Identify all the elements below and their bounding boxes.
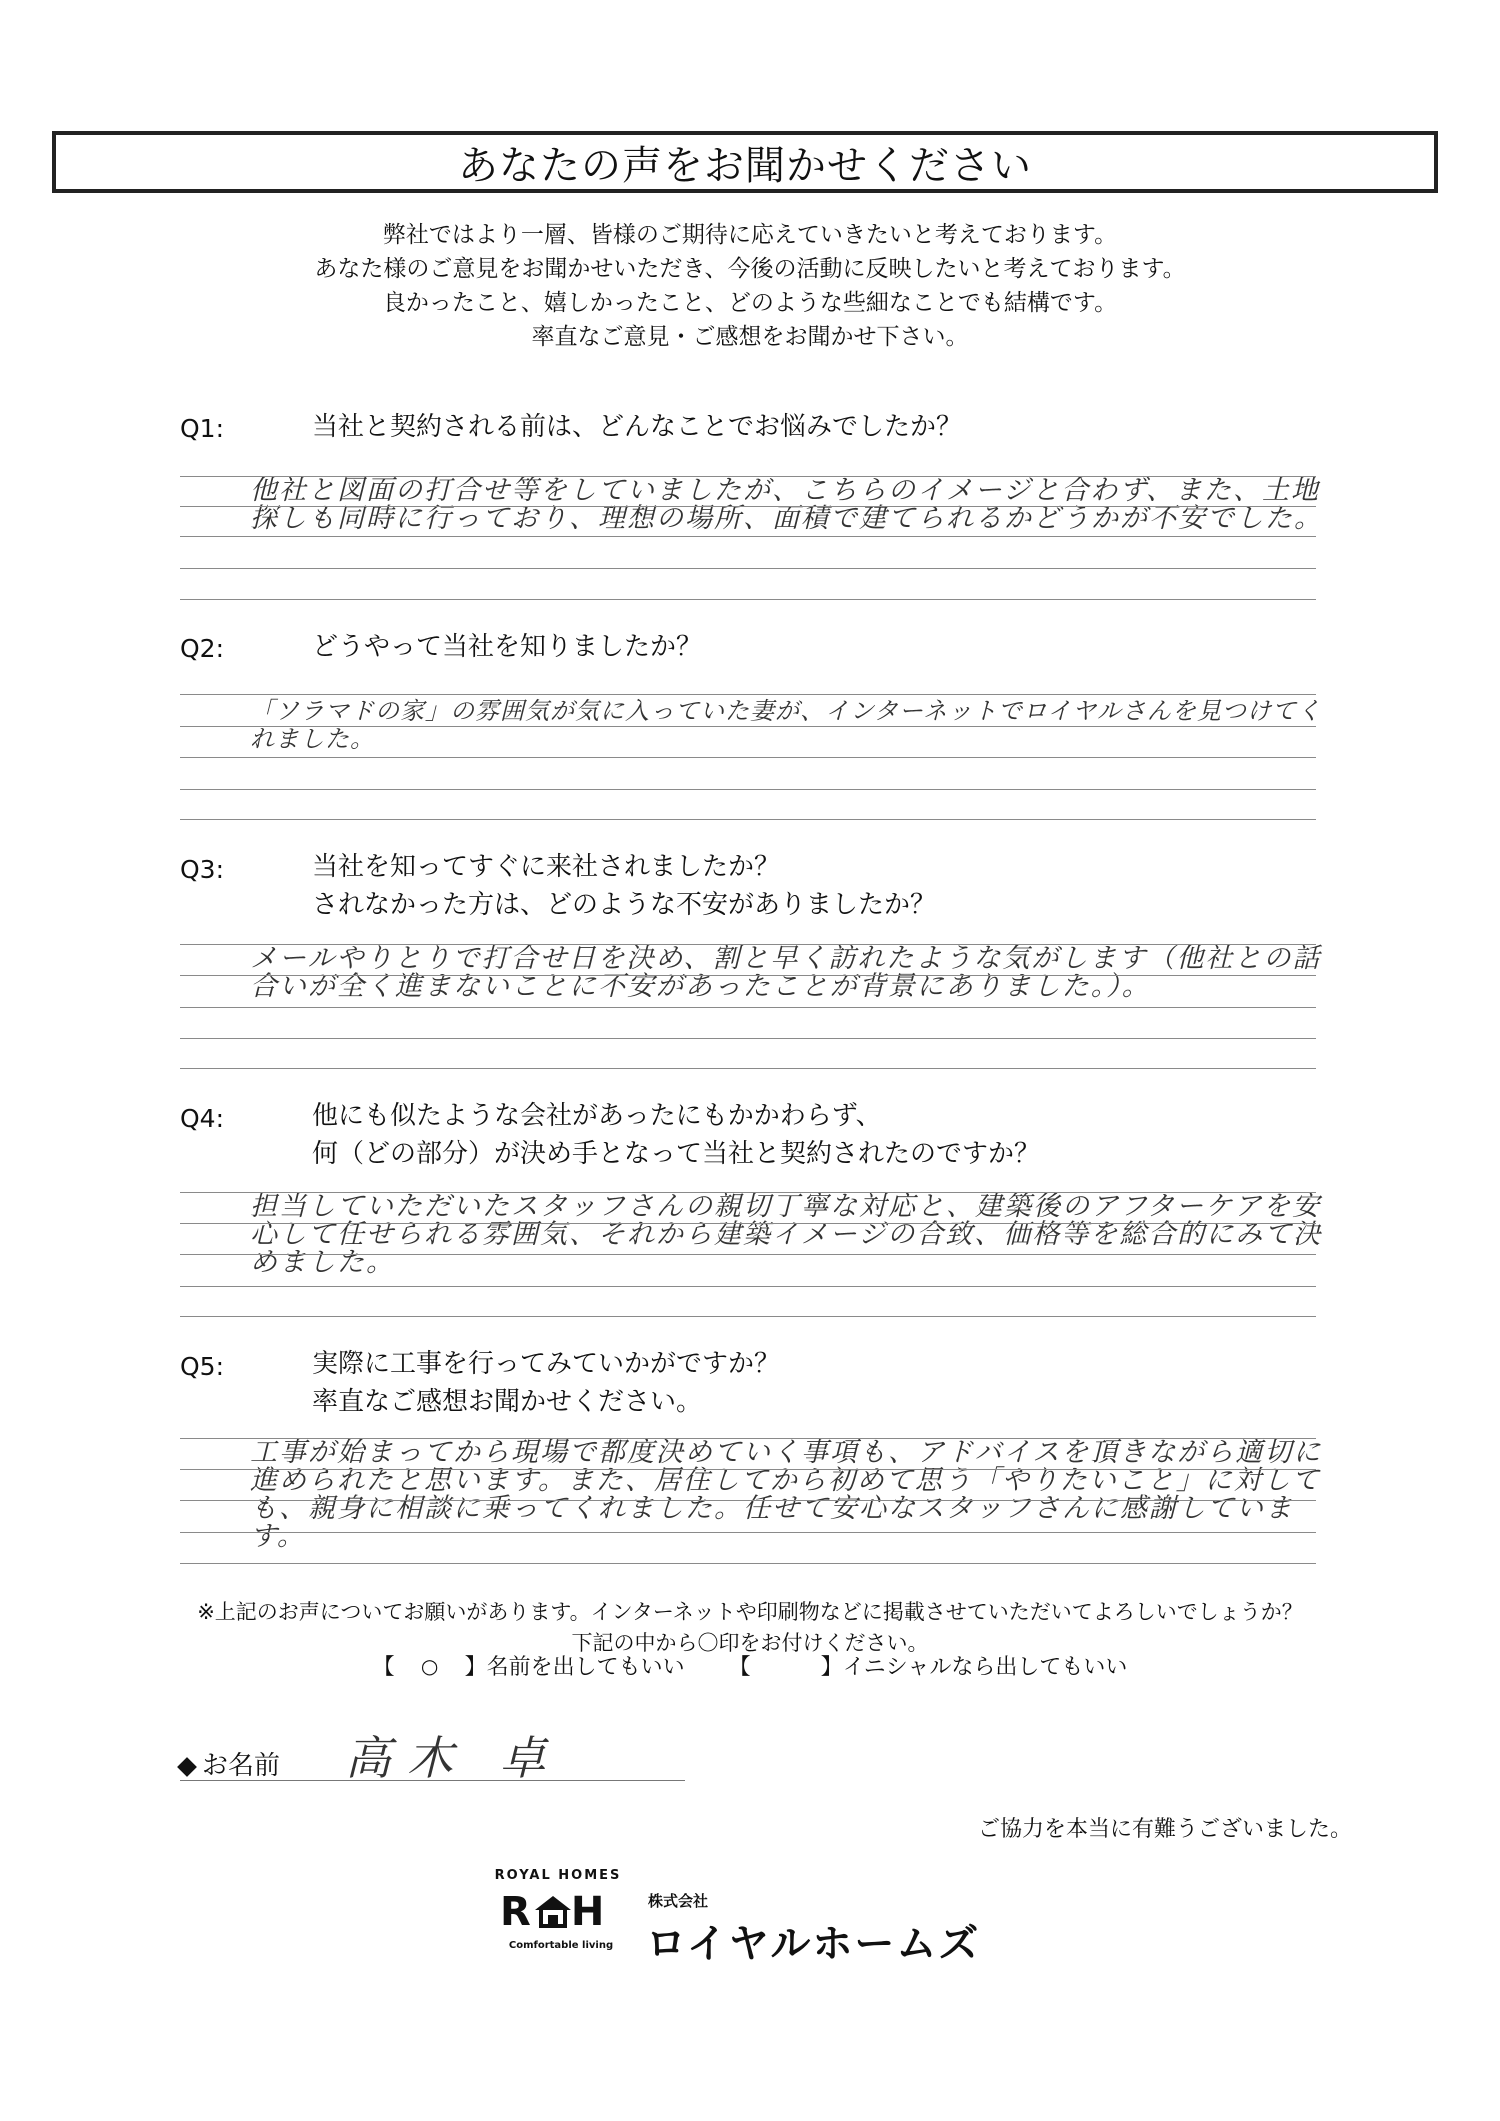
answer-rule bbox=[180, 975, 1316, 976]
answer-rule bbox=[180, 819, 1316, 820]
permission-options bbox=[0, 1650, 1500, 1681]
question-label-q3: Q3: bbox=[180, 855, 225, 884]
answer-q4: 担当していただいたスタッフさんの親切丁寧な対応と、建築後のアフターケアを安心して任せられる雰囲気、それから建築イメージの合致、価格等を総合的にみて決めました。 bbox=[250, 1191, 1323, 1278]
question-text-q1 bbox=[312, 408, 962, 446]
answer-q5: 工事が始まってから現場で都度決めていく事項も、アドバイスを頂きながら適切に進められたと思います。また、居住してから初めて思う「やりたいこと」に対しても、親身に相談に乗ってくれました。任せて安心なスタッフさんに感謝しています。 bbox=[250, 1437, 1323, 1552]
answer-rule bbox=[180, 506, 1316, 507]
logo-arc-text: ROYAL HOMES bbox=[494, 1868, 622, 1883]
option-label: 名前を出してもいい bbox=[486, 1655, 685, 1680]
question-label-q5: Q5: bbox=[180, 1352, 225, 1381]
answer-rule bbox=[180, 1500, 1316, 1501]
answer-rule bbox=[180, 1007, 1316, 1008]
diamond-bullet-icon bbox=[177, 1757, 197, 1777]
question-line: されなかった方は、どのような不安がありましたか？ bbox=[312, 890, 937, 920]
question-text-q3 bbox=[312, 848, 936, 924]
logo-company-name: ロイヤルホームズ bbox=[646, 1921, 981, 1967]
question-line: どうやって当社を知りましたか？ bbox=[312, 632, 703, 662]
answer-rule bbox=[180, 536, 1316, 537]
answer-rule bbox=[180, 476, 1316, 477]
thanks-text: ご協力を本当に有難うございました。 bbox=[978, 1817, 1353, 1842]
question-label-q4: Q4: bbox=[180, 1104, 225, 1133]
question-line: 率直なご感想お聞かせください。 bbox=[312, 1387, 703, 1417]
option-label: イニシャルなら出してもいい bbox=[842, 1655, 1128, 1680]
answer-rule bbox=[180, 1438, 1316, 1439]
question-label-q1: Q1: bbox=[180, 414, 225, 443]
question-text-q5 bbox=[312, 1345, 780, 1421]
answer-rule bbox=[180, 694, 1316, 695]
answer-rule bbox=[180, 1316, 1316, 1317]
company-logo bbox=[488, 1868, 998, 1978]
answer-rule bbox=[180, 726, 1316, 727]
answer-q2: 「ソラマドの家」の雰囲気が気に入っていた妻が、インターネットでロイヤルさんを見つけてくれました。 bbox=[250, 697, 1322, 753]
answer-rule bbox=[180, 1532, 1316, 1533]
intro-line: 率直なご意見・ご感想をお聞かせ下さい。 bbox=[531, 324, 969, 350]
answer-q3: メールやりとりで打合せ日を決め、割と早く訪れたような気がします（他社との話合いが全く進まないことに不安があったことが背景にありました。）。 bbox=[250, 943, 1322, 1002]
request-line: ※上記のお声についてお願いがあります。インターネットや印刷物などに掲載させていただいてよろしいでしょうか？ bbox=[197, 1600, 1303, 1624]
question-line: 他にも似たような会社があったにもかかわらず、 bbox=[312, 1101, 882, 1131]
name-underline bbox=[180, 1780, 685, 1781]
answer-rule bbox=[180, 1068, 1316, 1069]
logo-corp-type: 株式会社 bbox=[648, 1892, 709, 1910]
answer-rule bbox=[180, 1563, 1316, 1564]
bracket-close: 】 bbox=[464, 1655, 487, 1680]
answer-rule bbox=[180, 757, 1316, 758]
permission-option-full-name[interactable] bbox=[373, 1650, 685, 1681]
answer-rule bbox=[180, 599, 1316, 600]
answer-rule bbox=[180, 1038, 1316, 1039]
intro-line: あなた様のご意見をお聞かせいただき、今後の活動に反映したいと考えております。 bbox=[314, 256, 1186, 282]
question-line: 何（どの部分）が決め手となって当社と契約されたのですか？ bbox=[312, 1139, 1041, 1169]
logo-letter-r: R bbox=[500, 1889, 535, 1935]
answer-rule bbox=[180, 789, 1316, 790]
bracket-open: 【 bbox=[372, 1655, 395, 1680]
logo-tagline: Comfortable living bbox=[508, 1940, 614, 1951]
question-line: 実際に工事を行ってみていかがですか？ bbox=[312, 1349, 781, 1379]
bracket-open: 【 bbox=[728, 1655, 751, 1680]
page-title: あなたの声をお聞かせください bbox=[52, 131, 1438, 193]
intro-text bbox=[0, 218, 1500, 354]
answer-rule bbox=[180, 1254, 1316, 1255]
name-field-value: 高木 卓 bbox=[345, 1731, 562, 1785]
bracket-close: 】 bbox=[820, 1655, 843, 1680]
question-line: 当社と契約される前は、どんなことでお悩みでしたか？ bbox=[312, 412, 963, 442]
name-label bbox=[180, 1745, 280, 1782]
answer-rule bbox=[180, 1286, 1316, 1287]
question-line: 当社を知ってすぐに来社されましたか？ bbox=[312, 852, 781, 882]
house-icon bbox=[535, 1896, 571, 1928]
question-text-q2 bbox=[312, 628, 702, 666]
name-label-text: お名前 bbox=[202, 1751, 281, 1781]
answer-rule bbox=[180, 1469, 1316, 1470]
logo-mark bbox=[500, 1890, 620, 1934]
request-line: 下記の中から〇印をお付けください。 bbox=[571, 1631, 929, 1655]
circle-mark: ○ bbox=[420, 1653, 439, 1678]
question-text-q4 bbox=[312, 1097, 1040, 1173]
answer-rule bbox=[180, 1192, 1316, 1193]
question-label-q2: Q2: bbox=[180, 634, 225, 663]
logo-letter-h: H bbox=[570, 1889, 609, 1935]
answer-rule bbox=[180, 1223, 1316, 1224]
permission-option-initials[interactable] bbox=[729, 1650, 1128, 1681]
answer-q1: 他社と図面の打合せ等をしていましたが、こちらのイメージと合わず、また、土地探しも同時に行っており、理想の場所、面積で建てられるかどうかが不安でした。 bbox=[250, 475, 1323, 534]
intro-line: 良かったこと、嬉しかったこと、どのような些細なことでも結構です。 bbox=[382, 290, 1118, 316]
answer-rule bbox=[180, 568, 1316, 569]
answer-rule bbox=[180, 944, 1316, 945]
intro-line: 弊社ではより一層、皆様のご期待に応えていきたいと考えております。 bbox=[382, 222, 1118, 248]
